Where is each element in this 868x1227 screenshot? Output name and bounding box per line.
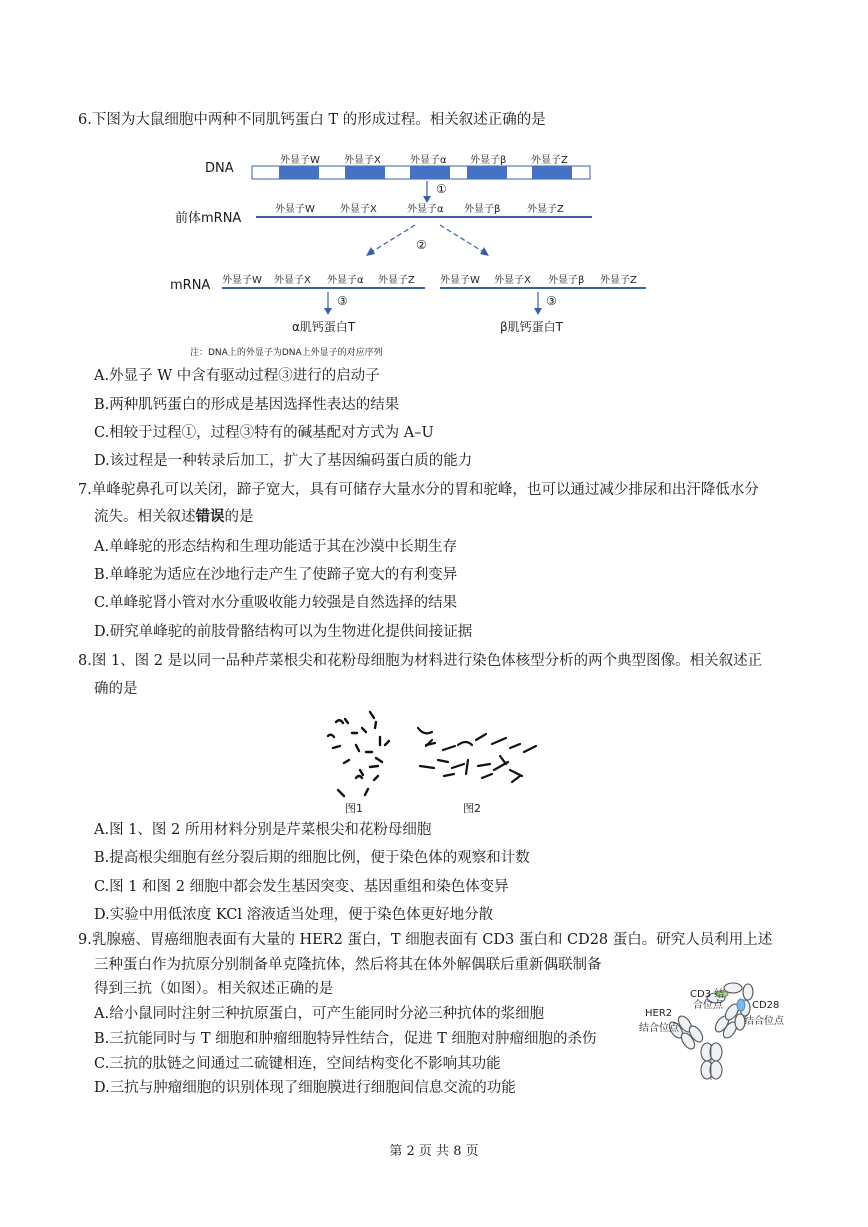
figure-note: 注：DNA上的外显子为DNA上外显子的对应序列 <box>190 348 383 358</box>
q9-option-a: A.给小鼠同时注射三种抗原蛋白，可产生能同时分泌三种抗体的浆细胞 <box>94 1006 545 1022</box>
pre-mrna-exon-w: 外显子W <box>275 204 315 215</box>
page-footer: 第 2 页 共 8 页 <box>389 1144 479 1159</box>
fig1-caption: 图1 <box>345 802 363 815</box>
pre-mrna-exon-alpha: 外显子α <box>407 204 444 215</box>
protein-beta-label: β肌钙蛋白T <box>500 320 563 334</box>
q8-option-d: D.实验中用低浓度 KCl 溶液适当处理，便于染色体更好地分散 <box>94 907 494 923</box>
pre-mrna-exon-z: 外显子Z <box>527 204 564 215</box>
her2-label-2: 结合位点 <box>639 1023 679 1034</box>
q6-option-a: A.外显子 W 中含有驱动过程③进行的启动子 <box>94 368 380 384</box>
q9-option-c: C.三抗的肽链之间通过二硫键相连，空间结构变化不影响其功能 <box>94 1056 501 1072</box>
q7-option-b: B.单峰驼为适应在沙地行走产生了使蹄子宽大的有利变异 <box>94 567 458 583</box>
mrna1-exon-alpha: 外显子α <box>327 275 364 286</box>
dna-exon-label-x: 外显子X <box>344 155 381 166</box>
q7-stem-line1: 7.单峰驼鼻孔可以关闭，蹄子宽大，具有可储存大量水分的胃和驼峰，也可以通过减少排尿和出汗降低水分 <box>78 482 759 498</box>
step-3-left-label: ③ <box>337 294 348 308</box>
q7-emphasis: 错误 <box>195 508 225 525</box>
pre-mrna-exon-x: 外显子X <box>340 204 377 215</box>
q8-stem-line1: 8.图 1、图 2 是以同一品种芹菜根尖和花粉母细胞为材料进行染色体核型分析的两个典型图像。相关叙述正 <box>78 653 763 669</box>
cd28-label-2: 结合位点 <box>744 1016 784 1027</box>
fig2-caption: 图2 <box>463 802 481 815</box>
q9-stem-line3: 得到三抗（如图）。相关叙述正确的是 <box>94 981 334 997</box>
q6-option-d: D.该过程是一种转录后加工，扩大了基因编码蛋白质的能力 <box>94 453 473 469</box>
q7-option-a: A.单峰驼的形态结构和生理功能适于其在沙漠中长期生存 <box>94 539 458 555</box>
mrna1-exon-z: 外显子Z <box>378 275 415 286</box>
her2-label-1: HER2 <box>645 1008 673 1019</box>
step-3-right-label: ③ <box>546 294 557 308</box>
mrna1-exon-x: 外显子X <box>274 275 311 286</box>
cd28-label-1: CD28 <box>752 1000 780 1011</box>
cd3-label-1: CD3 结 <box>690 989 725 1000</box>
dna-exon-label-beta: 外显子β <box>470 155 507 166</box>
q9-stem-line1: 9.乳腺癌、胃癌细胞表面有大量的 HER2 蛋白，T 细胞表面有 CD3 蛋白和 CD28 蛋白。研究人员利用上述 <box>78 932 773 948</box>
q9-stem-line2: 三种蛋白作为抗原分别制备单克隆抗体，然后将其在体外解偶联后重新偶联制备 <box>94 957 602 973</box>
mrna2-exon-beta: 外显子β <box>548 275 585 286</box>
q7-stem-line2: 流失。相关叙述错误的是 <box>94 508 254 525</box>
pre-mrna-label: 前体mRNA <box>175 211 242 226</box>
mrna2-exon-z: 外显子Z <box>600 275 637 286</box>
q8-option-c: C.图 1 和图 2 细胞中都会发生基因突变、基因重组和染色体变异 <box>94 879 509 895</box>
mrna2-exon-x: 外显子X <box>494 275 531 286</box>
step-2-label: ② <box>416 238 427 252</box>
q7-option-d: D.研究单峰驼的前肢骨骼结构可以为生物进化提供间接证据 <box>94 624 473 640</box>
q8-option-b: B.提高根尖细胞有丝分裂后期的细胞比例，便于染色体的观察和计数 <box>94 850 530 866</box>
cd28-site-marker <box>737 999 745 1011</box>
q6-option-c: C.相较于过程①，过程③特有的碱基配对方式为 A–U <box>94 425 434 441</box>
mrna1-exon-w: 外显子W <box>222 275 262 286</box>
protein-alpha-label: α肌钙蛋白T <box>292 320 356 334</box>
q9-option-d: D.三抗与肿瘤细胞的识别体现了细胞膜进行细胞间信息交流的功能 <box>94 1080 516 1096</box>
dna-exon-label-alpha: 外显子α <box>410 155 447 166</box>
dna-label: DNA <box>205 161 234 176</box>
dna-exon-label-z: 外显子Z <box>531 155 568 166</box>
q7-option-c: C.单峰驼肾小管对水分重吸收能力较强是自然选择的结果 <box>94 595 458 611</box>
step-1-label: ① <box>436 182 447 196</box>
q8-option-a: A.图 1、图 2 所用材料分别是芹菜根尖和花粉母细胞 <box>94 822 432 838</box>
q6-option-b: B.两种肌钙蛋白的形成是基因选择性表达的结果 <box>94 397 400 413</box>
q8-stem-line2: 确的是 <box>94 681 138 697</box>
q6-stem: 6.下图为大鼠细胞中两种不同肌钙蛋白 T 的形成过程。相关叙述正确的是 <box>78 112 546 128</box>
dna-exon-label-w: 外显子W <box>280 155 320 166</box>
q9-option-b: B.三抗能同时与 T 细胞和肿瘤细胞特异性结合，促进 T 细胞对肿瘤细胞的杀伤 <box>94 1031 597 1047</box>
cd3-label-2: 合位点 <box>693 1000 723 1011</box>
mrna2-exon-w: 外显子W <box>440 275 480 286</box>
mrna-label: mRNA <box>170 278 211 293</box>
pre-mrna-exon-beta: 外显子β <box>464 204 501 215</box>
